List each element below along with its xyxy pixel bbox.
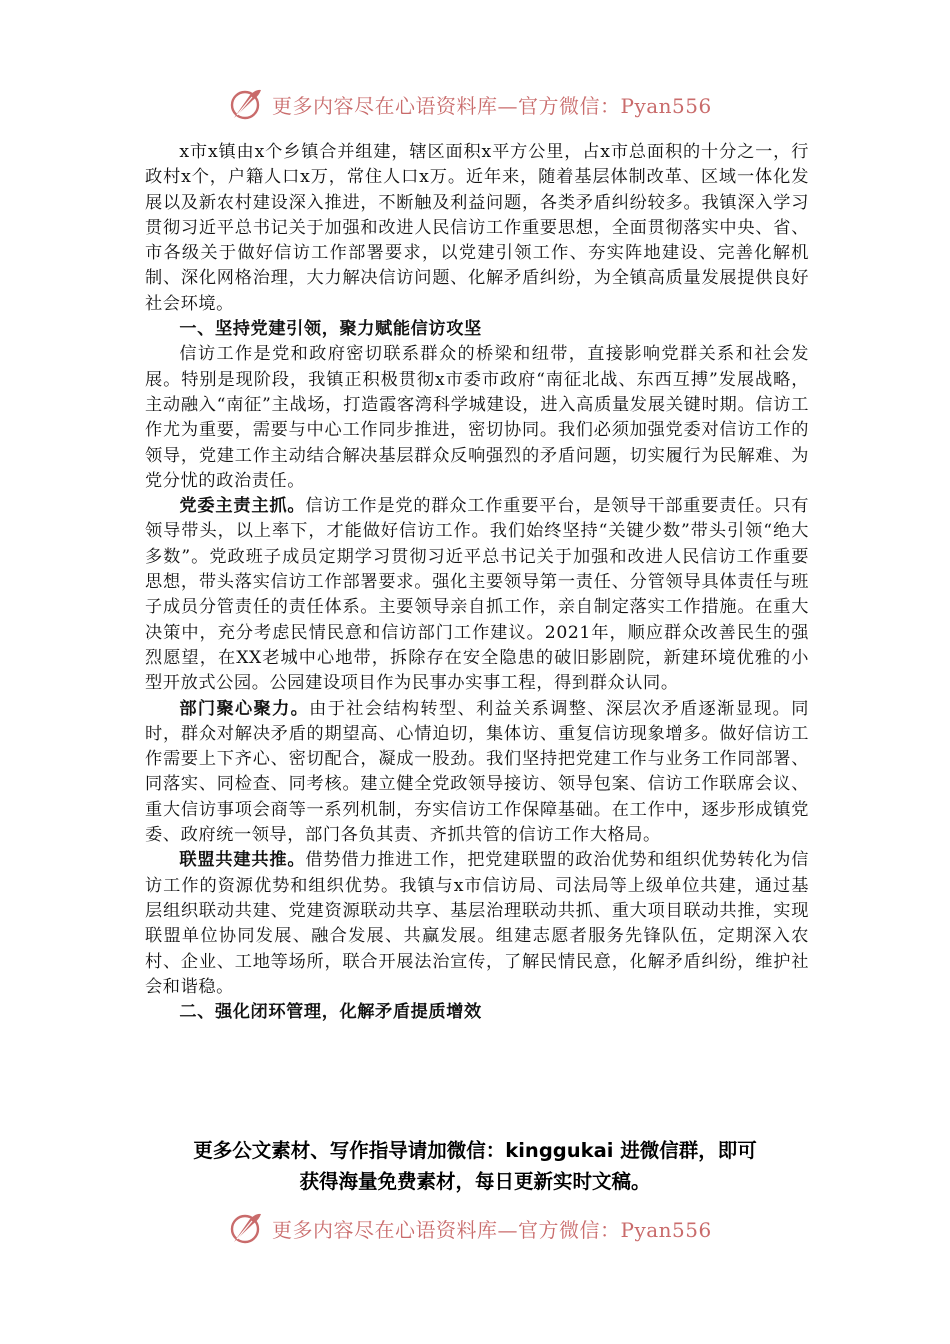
- watermark-text: 更多内容尽在心语资料库—官方微信：Pyan556: [272, 93, 712, 118]
- section-heading-1: 一、坚持党建引领，聚力赋能信访攻坚: [179, 319, 482, 340]
- paragraph-alliance: [145, 848, 809, 1000]
- section1-paragraph: 信访工作是党和政府密切联系群众的桥梁和纽带，直接影响党群关系和社会发展。特别是现阶段，我镇正积极贯彻x市委市政府“南征北战、东西互搏”发展战略，主动融入“南征”主战场，打造霞客湾科学城建设，进入高质量发展关键时期。信访工作尤为重要，需要与中心工作同步推进，密切协同。我们必须加强党委对信访工作的领导，党建工作主动结合解决基层群众反响强烈的矛盾问题，切实履行为民解难、为党分忧的政治责任。: [145, 344, 809, 491]
- document-body: [145, 140, 809, 1025]
- watermark-header: [228, 84, 748, 124]
- watermark-text: 更多内容尽在心语资料库—官方微信：Pyan556: [272, 1217, 712, 1242]
- quill-pen-circle-icon: [228, 86, 264, 122]
- paragraph-lead-title: 部门聚心聚力。: [179, 698, 310, 719]
- paragraph-body: 信访工作是党的群众工作重要平台，是领导干部重要责任。只有领导带头，以上率下，才能做好信访工作。我们始终坚持“关键少数”带头引领“绝大多数”。党政班子成员定期学习贯彻习近平总书记关于加强和改进人民信访工作重要思想，带头落实信访工作部署要求。强化主要领导第一责任、分管领导具体责任与班子成员分管责任的责任体系。主要领导亲自抓工作，亲自制定落实工作措施。在重大决策中，充分考虑民情民意和信访部门工作建议。2021年，顺应群众改善民生的强烈愿望，在XX老城中心地带，拆除存在安全隐患的破旧影剧院，新建环境优雅的小型开放式公园。公园建设项目作为民事办实事工程，得到群众认同。: [145, 496, 809, 694]
- promo-line-2: 获得海量免费素材，每日更新实时文稿。: [299, 1170, 651, 1193]
- section-heading-2: 二、强化闭环管理，化解矛盾提质增效: [179, 1002, 482, 1023]
- quill-pen-circle-icon: [228, 1210, 264, 1246]
- paragraph-departments: [145, 697, 809, 849]
- paragraph-party-committee: [145, 494, 809, 696]
- watermark-footer: [228, 1208, 748, 1248]
- paragraph-lead-title: 联盟共建共推。: [179, 850, 306, 871]
- paragraph-lead-title: 党委主责主抓。: [179, 496, 306, 517]
- promo-notice: [100, 1135, 850, 1197]
- paragraph-body: 由于社会结构转型、利益关系调整、深层次矛盾逐渐显现。同时，群众对解决矛盾的期望高、心情迫切，集体访、重复信访现象增多。做好信访工作需要上下齐心、密切配合，凝成一股劲。我们坚持把党建工作与业务工作同部署、同落实、同检查、同考核。建立健全党政领导接访、领导包案、信访工作联席会议、重大信访事项会商等一系列机制，夯实信访工作保障基础。在工作中，逐步形成镇党委、政府统一领导，部门各负其责、齐抓共管的信访工作大格局。: [145, 698, 809, 846]
- paragraph-body: 借势借力推进工作，把党建联盟的政治优势和组织优势转化为信访工作的资源优势和组织优势。我镇与x市信访局、司法局等上级单位共建，通过基层组织联动共建、党建资源联动共享、基层治理联动共抓、重大项目联动共推，实现联盟单位协同发展、融合发展、共赢发展。组建志愿者服务先锋队伍，定期深入农村、企业、工地等场所，联合开展法治宣传，了解民情民意，化解矛盾纠纷，维护社会和谐稳。: [145, 850, 809, 997]
- intro-paragraph: x市x镇由x个乡镇合并组建，辖区面积x平方公里，占x市总面积的十分之一，行政村x个，户籍人口x万，常住人口x万。近年来，随着基层体制改革、区域一体化发展以及新农村建设深入推进，不断触及利益问题，各类矛盾纠纷较多。我镇深入学习贯彻习近平总书记关于加强和改进人民信访工作重要思想，全面贯彻落实中央、省、市各级关于做好信访工作部署要求，以党建引领工作、夯实阵地建设、完善化解机制、深化网格治理，大力解决信访问题、化解矛盾纠纷，为全镇高质量发展提供良好社会环境。: [145, 142, 809, 314]
- promo-line-1: 更多公文素材、写作指导请加微信：kinggukai 进微信群，即可: [193, 1139, 757, 1162]
